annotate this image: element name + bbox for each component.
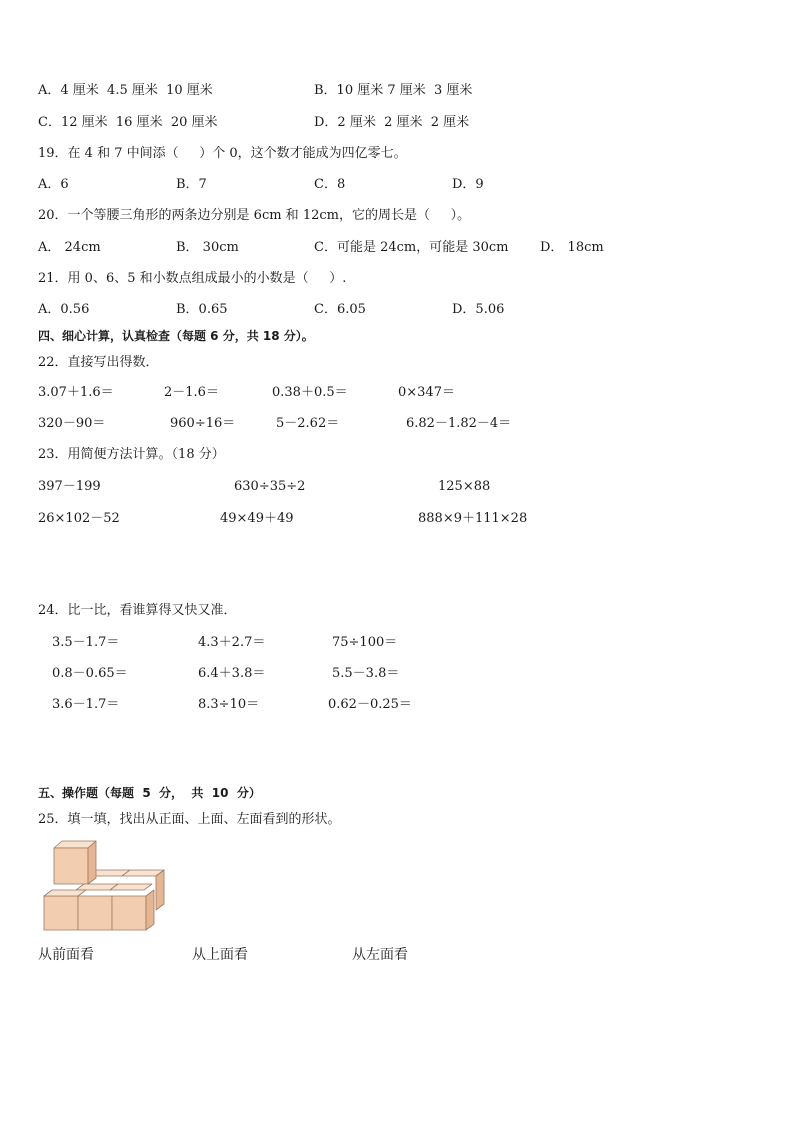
- q22-item: 960÷16＝: [170, 416, 236, 431]
- q19-option-b: B．7: [176, 177, 207, 192]
- cube-face: [110, 884, 152, 890]
- q23-item: 26×102－52: [38, 511, 120, 526]
- q24-item: 3.6－1.7＝: [52, 697, 120, 712]
- q23-stem: 23．用简便方法计算。（18 分）: [38, 447, 225, 462]
- q21-option-d: D．5.06: [452, 302, 505, 317]
- q24-item: 0.62－0.25＝: [328, 697, 412, 712]
- cube-face: [156, 870, 164, 910]
- cube-stack-figure: [40, 840, 170, 935]
- q22-stem: 22．直接写出得数．: [38, 355, 159, 370]
- cube-face: [78, 896, 112, 930]
- q23-item: 397－199: [38, 479, 101, 494]
- q24-item: 0.8－0.65＝: [52, 666, 128, 681]
- q22-item: 5－2.62＝: [276, 416, 340, 431]
- q22-item: 2－1.6＝: [164, 385, 219, 400]
- q24-item: 75÷100＝: [332, 635, 398, 650]
- q22-item: 3.07＋1.6＝: [38, 385, 114, 400]
- q22-item: 0.38＋0.5＝: [272, 385, 348, 400]
- q19-option-c: C．8: [314, 177, 346, 192]
- q21-stem: 21．用 0、6、5 和小数点组成最小的小数是（ ）.: [38, 271, 347, 286]
- cube-face: [112, 896, 146, 930]
- q24-item: 4.3＋2.7＝: [198, 635, 266, 650]
- section4-heading: 四、细心计算，认真检查（每题 6 分，共 18 分）。: [38, 329, 314, 343]
- section5-heading: 五、操作题（每题 5 分， 共 10 分）: [38, 786, 261, 800]
- q21-option-a: A．0.56: [38, 302, 90, 317]
- q22-item: 6.82－1.82－4＝: [406, 416, 512, 431]
- q19-option-a: A．6: [38, 177, 69, 192]
- q20-option-b: B． 30cm: [176, 240, 239, 255]
- view-label-front: 从前面看: [38, 947, 94, 963]
- q22-item: 0×347＝: [398, 385, 455, 400]
- q22-item: 320－90＝: [38, 416, 106, 431]
- cube-face: [44, 896, 78, 930]
- q19-option-d: D．9: [452, 177, 484, 192]
- q23-item: 125×88: [438, 479, 491, 494]
- q21-option-b: B．0.65: [176, 302, 228, 317]
- q24-item: 3.5－1.7＝: [52, 635, 120, 650]
- cube-face: [54, 848, 88, 884]
- q18-option-b: B．10 厘米 7 厘米 3 厘米: [314, 83, 473, 98]
- cube-face: [146, 890, 154, 930]
- view-label-top: 从上面看: [192, 947, 248, 963]
- q19-stem: 19．在 4 和 7 中间添（ ）个 0，这个数才能成为四亿零七。: [38, 146, 407, 161]
- cube-stack-drawing: [40, 840, 170, 935]
- q23-item: 630÷35÷2: [234, 479, 306, 494]
- q21-option-c: C．6.05: [314, 302, 366, 317]
- q24-item: 8.3÷10＝: [198, 697, 260, 712]
- q20-option-c: C．可能是 24cm，可能是 30cm: [314, 240, 509, 255]
- q23-item: 888×9＋111×28: [418, 511, 528, 526]
- q24-item: 5.5－3.8＝: [332, 666, 400, 681]
- q18-option-c: C．12 厘米 16 厘米 20 厘米: [38, 115, 218, 130]
- q24-stem: 24．比一比，看谁算得又快又准．: [38, 603, 237, 618]
- q18-option-a: A．4 厘米 4.5 厘米 10 厘米: [38, 83, 213, 98]
- q25-stem: 25．填一填，找出从正面、上面、左面看到的形状。: [38, 812, 341, 827]
- q24-item: 6.4＋3.8＝: [198, 666, 266, 681]
- q18-option-d: D．2 厘米 2 厘米 2 厘米: [314, 115, 470, 130]
- q20-option-a: A． 24cm: [38, 240, 101, 255]
- q23-item: 49×49＋49: [220, 511, 294, 526]
- view-label-left: 从左面看: [352, 947, 408, 963]
- cube-face: [44, 890, 86, 896]
- cube-face: [88, 841, 96, 884]
- q20-option-d: D． 18cm: [540, 240, 604, 255]
- q20-stem: 20．一个等腰三角形的两条边分别是 6cm 和 12cm，它的周长是（ ）。: [38, 208, 471, 223]
